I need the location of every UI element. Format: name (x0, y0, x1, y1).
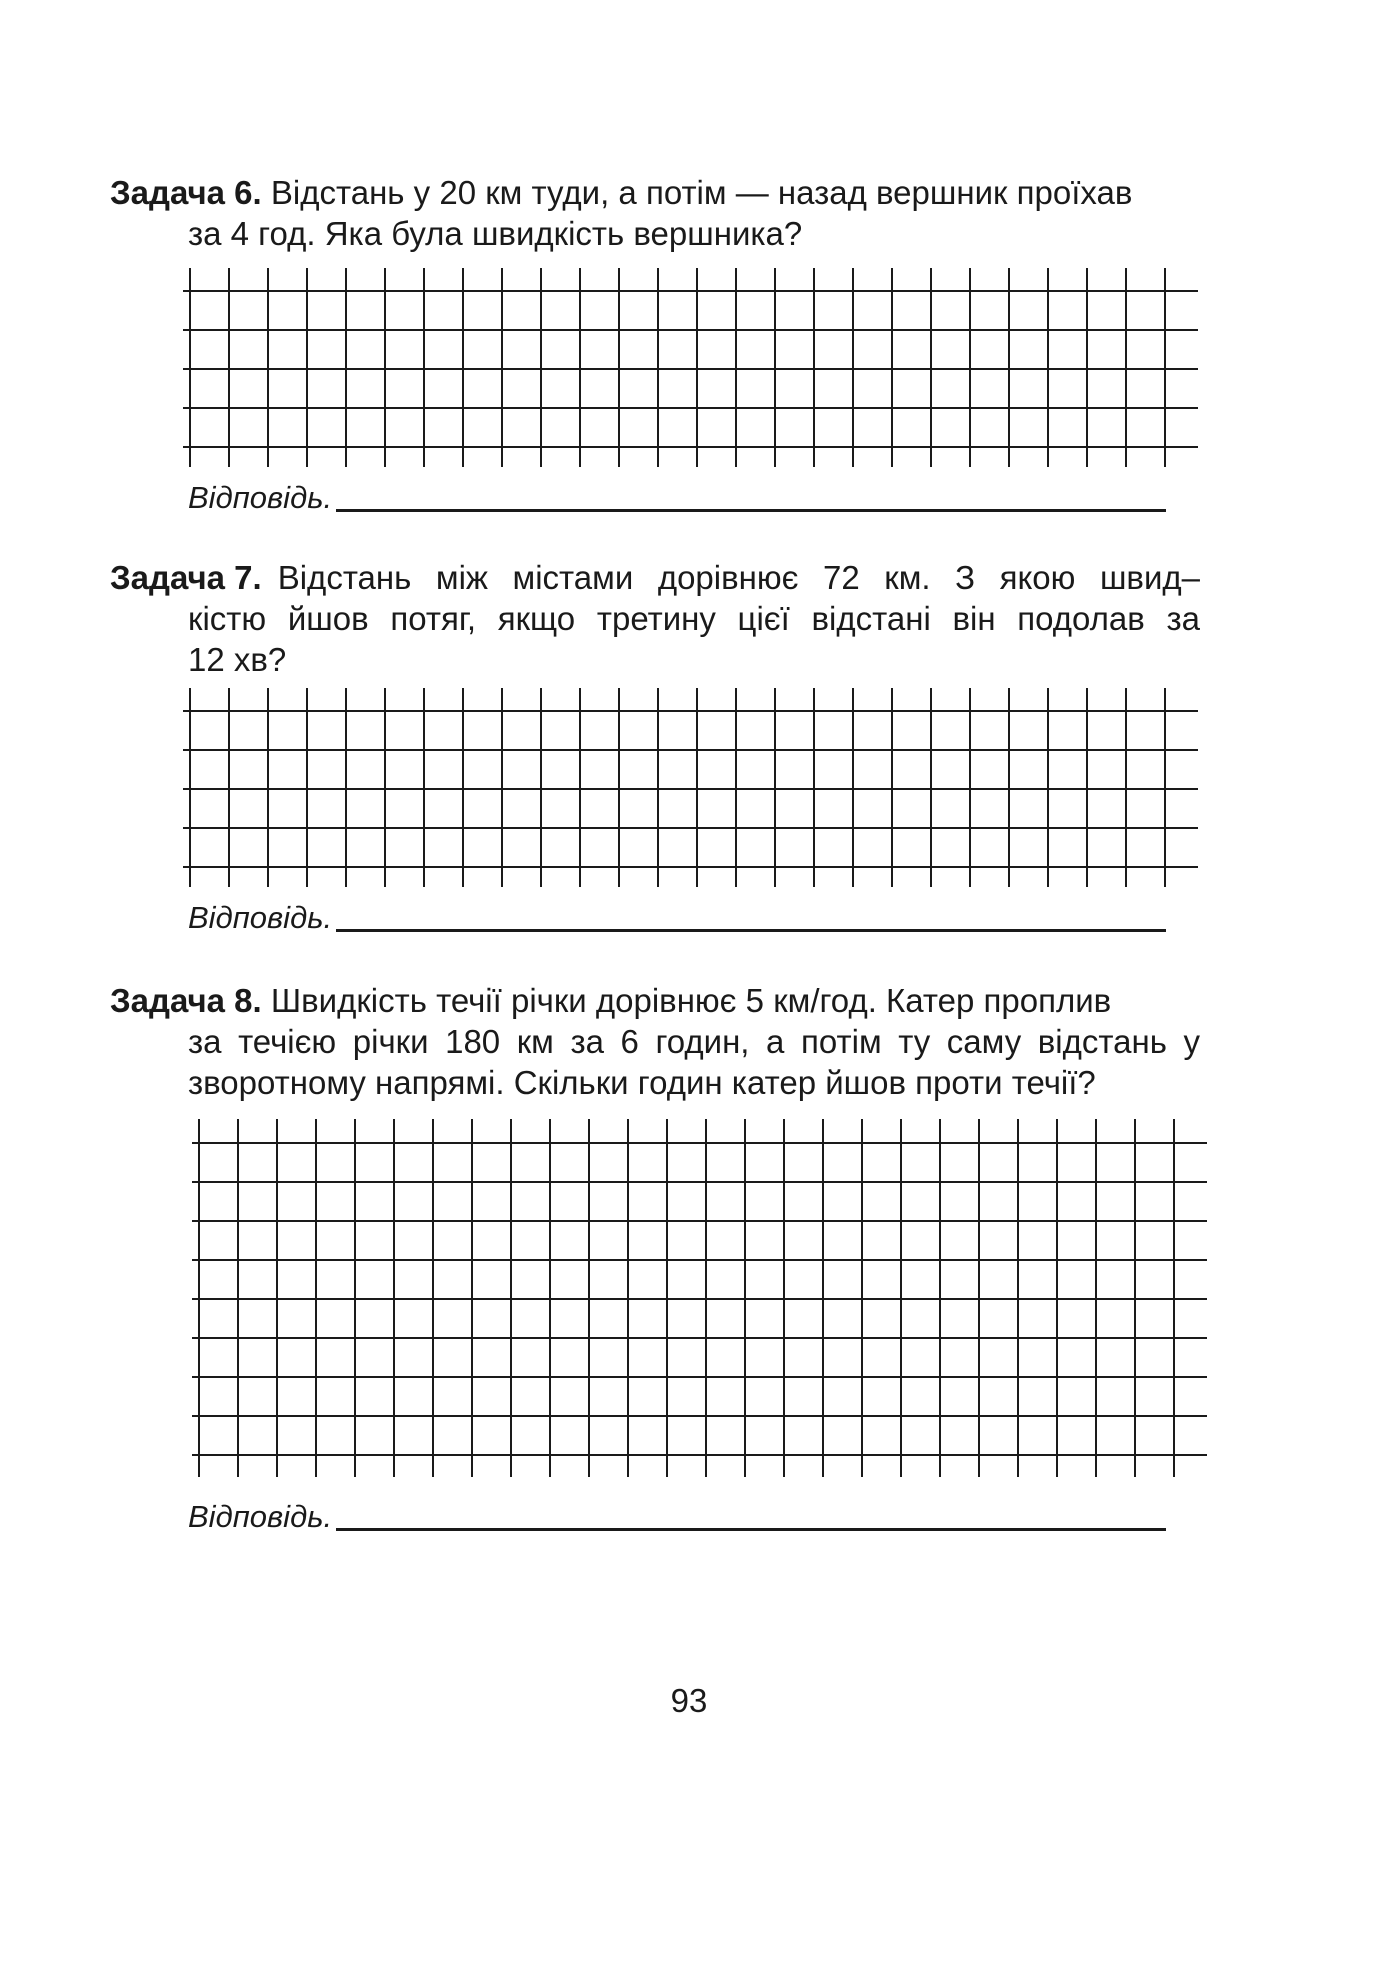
task-6-text-line-2: за 4 год. Яка була швидкість вершника? (188, 215, 803, 252)
task-8-text-line-3: зворотному напрямі. Скільки годин катер йшов проти течії? (188, 1064, 1096, 1101)
task-8-label: Задача 8. (110, 982, 262, 1019)
task-8-text-line-2: за течією річки 180 км за 6 годин, а потім ту саму відстань у (188, 1023, 1200, 1060)
task-8-text-line-1: Швидкість течії річки дорівнює 5 км/год. Катер проплив (270, 982, 1112, 1019)
task-7-text-line-1: Відстань між містами дорівнює 72 км. З якою швид– (277, 559, 1200, 596)
task-8-answer-label: Відповідь. (188, 1499, 333, 1534)
task-8-answer (188, 1499, 1166, 1535)
task-6-label: Задача 6. (110, 174, 262, 211)
task-8-body (110, 1021, 1200, 1103)
task-7-answer-label: Відповідь. (188, 900, 333, 935)
task-6-answer-label: Відповідь. (188, 480, 333, 515)
task-7-label: Задача 7. (110, 559, 262, 596)
task-7-first-line (110, 557, 1200, 598)
task-6 (110, 172, 1200, 254)
task-8-answer-grid (192, 1119, 1207, 1477)
task-6-answer-line[interactable] (336, 509, 1166, 512)
task-7-answer (188, 900, 1166, 936)
task-8-answer-line[interactable] (336, 1528, 1166, 1531)
task-7-answer-line[interactable] (336, 929, 1166, 932)
task-6-answer-grid (183, 268, 1198, 467)
task-8 (110, 980, 1200, 1103)
task-7-answer-grid (183, 688, 1198, 887)
task-8-first-line (110, 980, 1200, 1021)
task-7 (110, 557, 1200, 680)
task-7-text-line-3: 12 хв? (188, 641, 287, 678)
task-6-first-line (110, 172, 1200, 213)
task-7-text-line-2: кістю йшов потяг, якщо третину цієї відстані він подолав за (188, 600, 1200, 637)
task-7-body (110, 598, 1200, 680)
task-6-text-line-1: Відстань у 20 км туди, а потім — назад вершник проїхав (270, 174, 1133, 211)
page-number: 93 (670, 1682, 708, 1719)
task-6-body (110, 213, 1200, 254)
task-6-answer (188, 480, 1166, 516)
